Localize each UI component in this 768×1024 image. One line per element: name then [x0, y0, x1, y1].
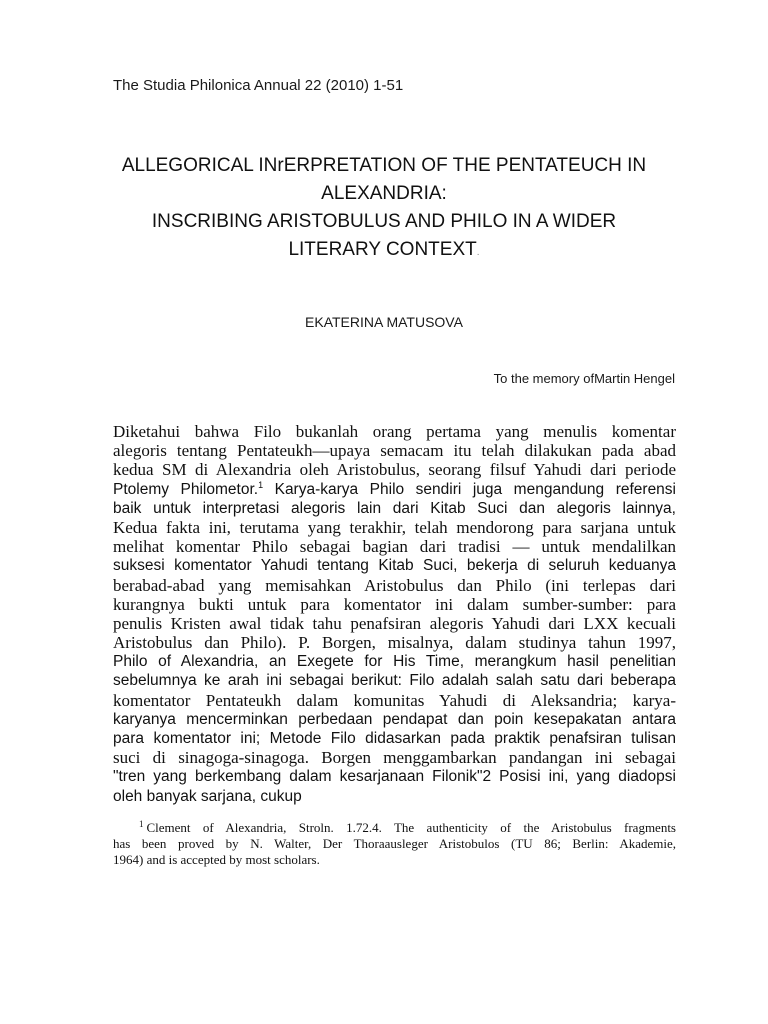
- body-line: oleh banyak sarjana, cukup: [113, 787, 302, 805]
- body-line: karyanya mencerminkan perbedaan pendapat dan poin kesepakatan antara: [113, 710, 676, 728]
- body-line: alegoris tentang Pentateukh—upaya semacam itu telah dilakukan pada abad: [113, 441, 676, 461]
- title-line-last: [90, 236, 678, 267]
- journal-header: The Studia Philonica Annual 22 (2010) 1-51: [113, 77, 404, 94]
- body-line: komentator Pentateukh dalam komunitas Yahudi di Aleksandria; karya-: [113, 690, 676, 710]
- footnote-line: has been proved by N. Walter, Der Thoraausleger Aristobulos (TU 86; Berlin: Akademie,: [113, 836, 676, 851]
- body-line: baik untuk interpretasi alegoris lain dari Kitab Suci dan alegoris lainnya,: [113, 499, 676, 517]
- footnote-reference[interactable]: 1: [258, 479, 264, 490]
- footnote: [113, 820, 676, 868]
- body-line: kurangnya bukti untuk para komentator ini dalam sumber-sumber: para: [113, 594, 676, 614]
- title-line-text: LITERARY CONTEXT: [288, 239, 477, 260]
- body-line: berabad-abad yang memisahkan Aristobulus dan Philo (ini terlepas dari: [113, 575, 676, 595]
- body-line: Kedua fakta ini, terutama yang terakhir, telah mendorong para sarjana untuk: [113, 517, 676, 537]
- body-line: melihat komentar Philo sebagai bagian dari tradisi — untuk mendalilkan: [113, 537, 676, 557]
- article-title: [90, 152, 678, 267]
- title-line: ALLEGORICAL INrERPRETATION OF THE PENTATEUCH IN: [121, 155, 647, 176]
- body-line: penulis Kristen awal tidak tahu penafsiran alegoris Yahudi dari LXX kecuali: [113, 613, 676, 633]
- body-line: Aristobulus dan Philo). P. Borgen, misalnya, dalam studinya tahun 1997,: [113, 633, 676, 653]
- footnote-marker: 1: [139, 818, 144, 829]
- body-text-segment: Ptolemy Philometor.: [113, 480, 259, 498]
- footnote-text: Clement of Alexandria, Stroln. 1.72.4. The authenticity of the Aristobulus fragments: [146, 820, 676, 835]
- body-line: Philo of Alexandria, an Exegete for His Time, merangkum hasil penelitian: [113, 653, 676, 671]
- title-line: INSCRIBING ARISTOBULUS AND PHILO IN A WIDER: [151, 211, 617, 232]
- body-text-segment: Karya-karya Philo sendiri juga mengandung referensi: [263, 480, 676, 498]
- footnote-line: [113, 820, 676, 836]
- body-line: "tren yang berkembang dalam kesarjanaan Filonik"2 Posisi ini, yang diadopsi: [113, 768, 676, 786]
- body-line: suksesi komentator Yahudi tentang Kitab Suci, bekerja di seluruh keduanya: [113, 557, 676, 575]
- title-trailing-mark: .: [476, 247, 480, 258]
- body-line: sebelumnya ke arah ini sebagai berikut: Filo adalah salah satu dari beberapa: [113, 672, 676, 690]
- body-line: Diketahui bahwa Filo bukanlah orang pertama yang menulis komentar: [113, 422, 676, 441]
- dedication: To the memory ofMartin Hengel: [493, 371, 675, 386]
- body-line: para komentator ini; Metode Filo didasarkan pada praktik penafsiran tulisan: [113, 730, 676, 747]
- body-line: suci di sinagoga-sinagoga. Borgen menggambarkan pandangan ini sebagai: [113, 748, 676, 768]
- title-line: ALEXANDRIA:: [321, 183, 447, 204]
- author-name: EKATERINA MATUSOVA: [305, 314, 463, 330]
- body-line: [113, 480, 676, 499]
- body-line: kedua SM di Alexandria oleh Aristobulus, seorang filsuf Yahudi dari periode: [113, 460, 676, 480]
- footnote-line: 1964) and is accepted by most scholars.: [113, 852, 320, 867]
- body-paragraph: [113, 422, 676, 806]
